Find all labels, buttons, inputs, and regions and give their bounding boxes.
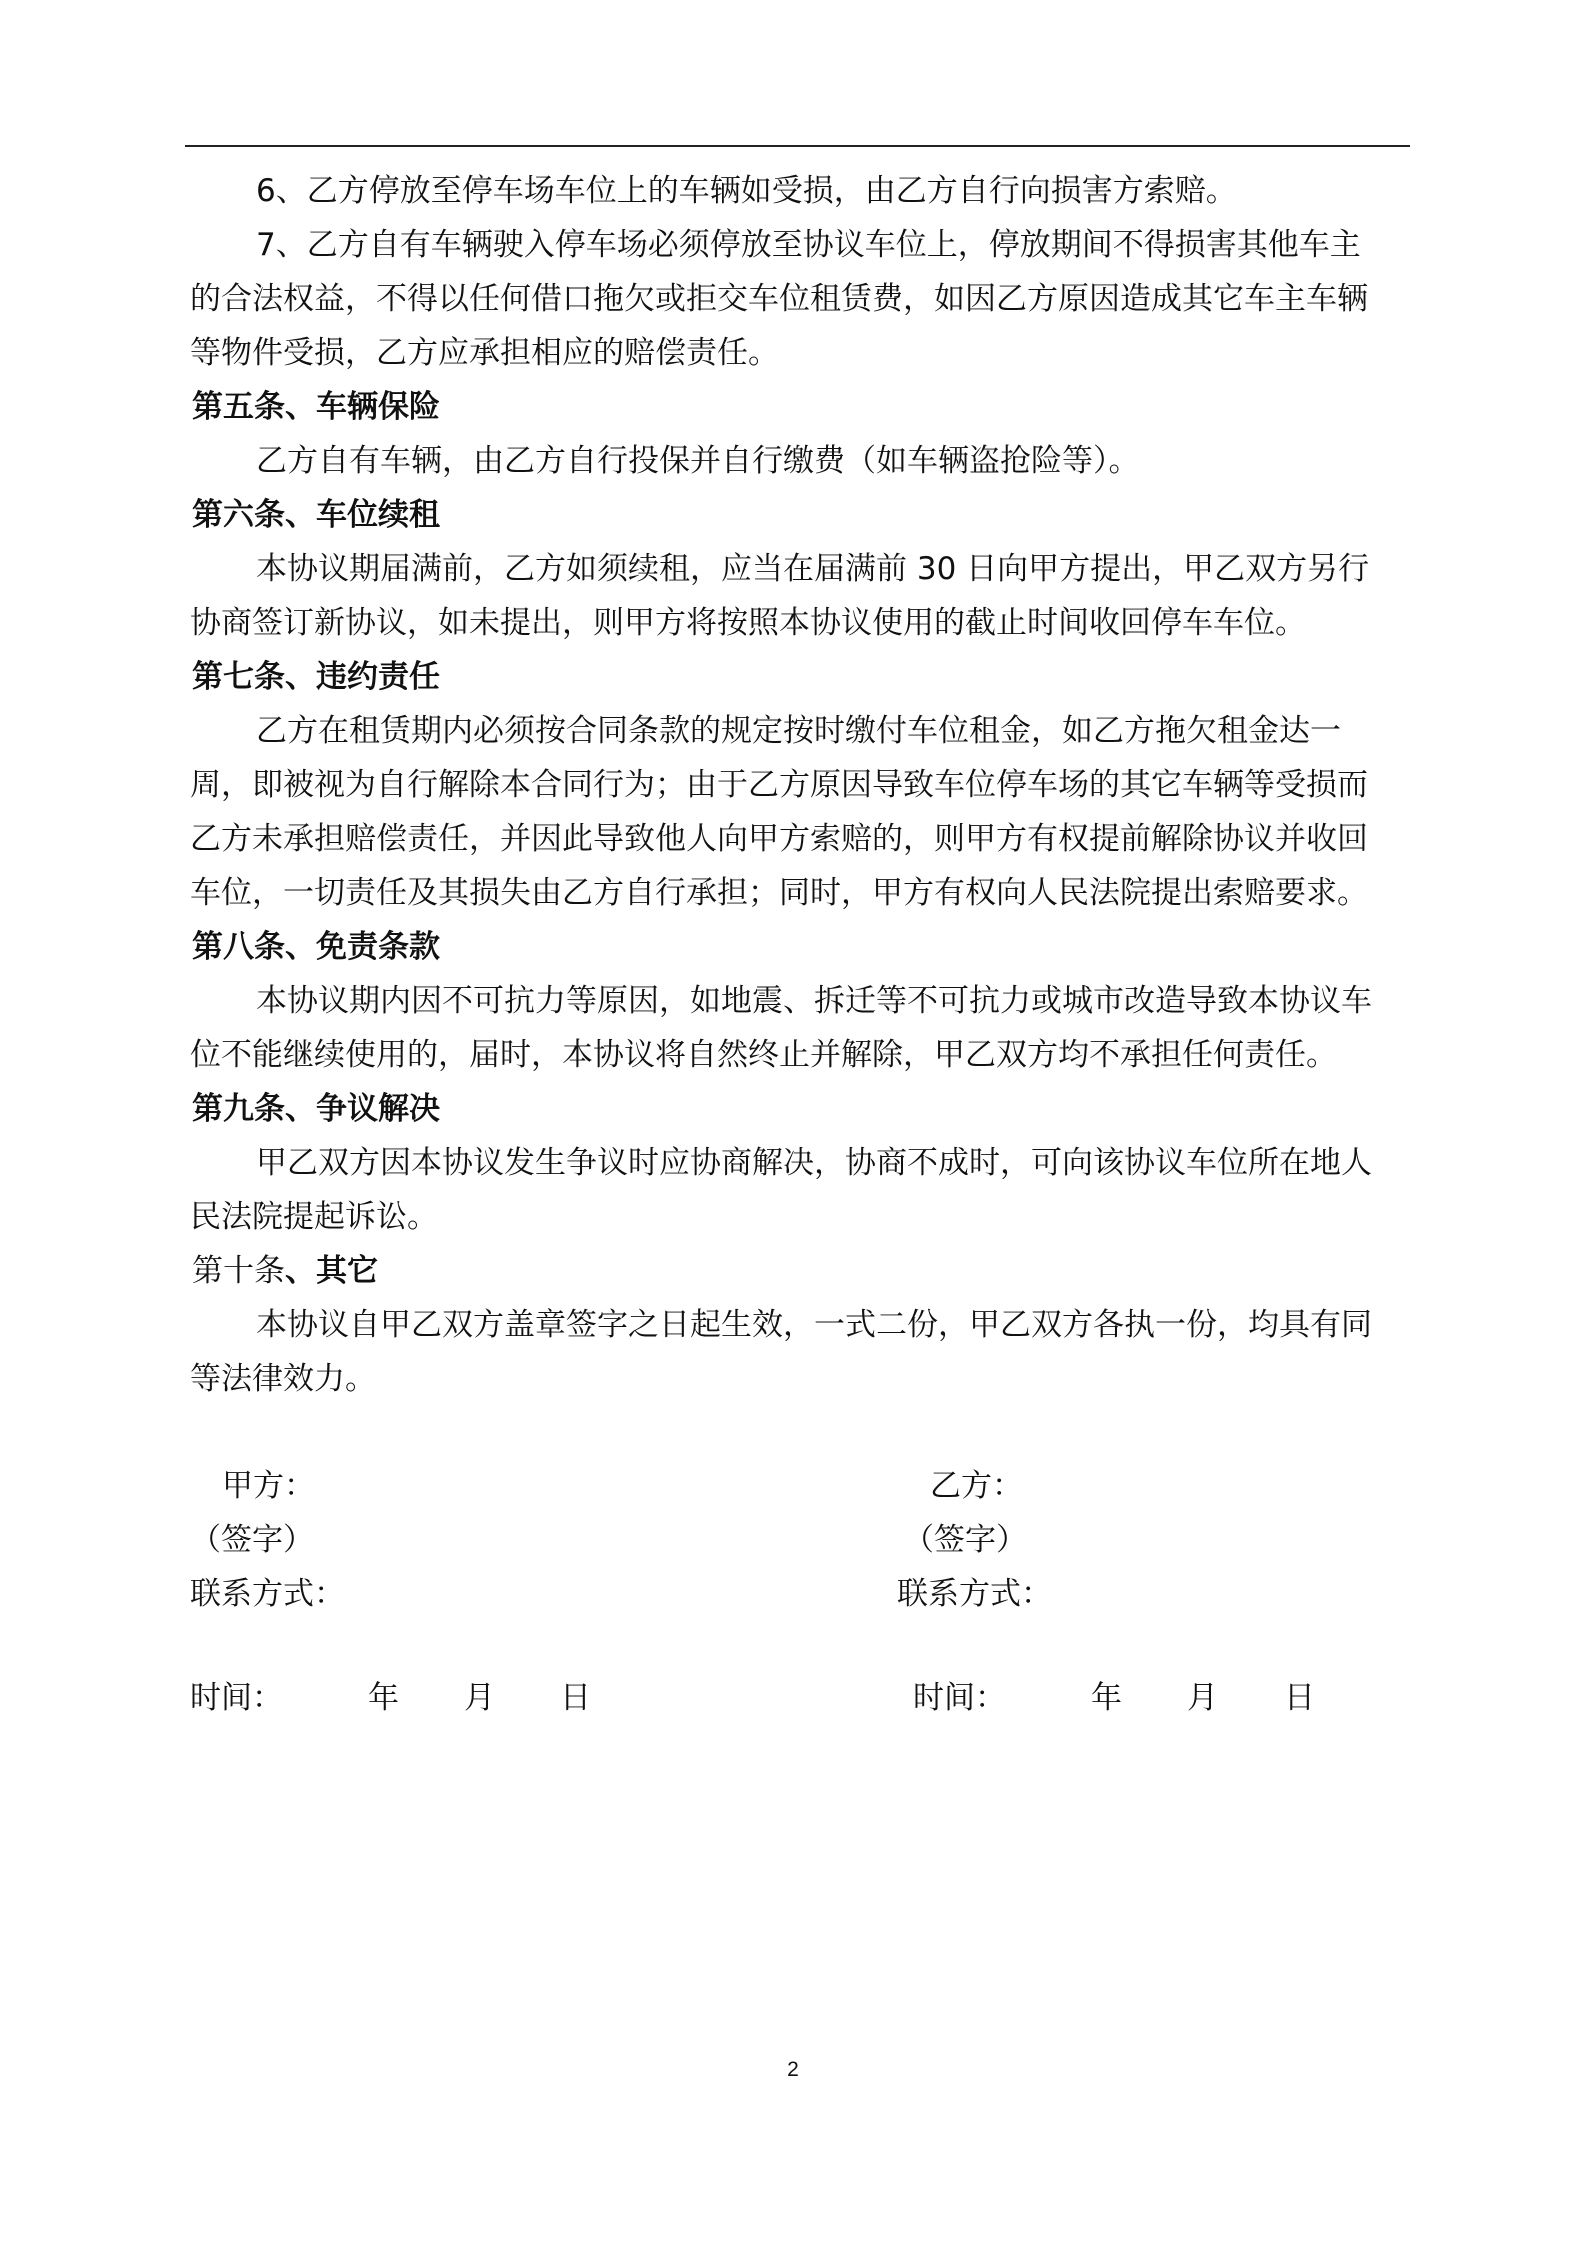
- section-5-text: 乙方自有车辆，由乙方自行投保并自行缴费（如车辆盗抢险等）。: [256, 443, 1140, 479]
- clause-4-item-7-line: 等物件受损，乙方应承担相应的赔偿责任。: [190, 335, 779, 371]
- section-heading-9: 第九条、争议解决: [192, 1091, 440, 1127]
- section-6-text-line: 协商签订新协议，如未提出，则甲方将按照本协议使用的截止时间收回停车车位。: [190, 605, 1306, 641]
- section-9-text-line: 民法院提起诉讼。: [190, 1199, 438, 1235]
- party-a-date-day: 日: [560, 1680, 591, 1716]
- page-number: 2: [787, 2058, 799, 2081]
- party-b-sign: （签字）: [903, 1522, 1027, 1558]
- section-heading-5: 第五条、车辆保险: [192, 389, 440, 425]
- section-7-text-line: 乙方未承担赔偿责任，并因此导致他人向甲方索赔的，则甲方有权提前解除协议并收回: [190, 821, 1368, 857]
- party-a-date-month: 月: [464, 1680, 495, 1716]
- party-a-label: 甲方：: [222, 1468, 315, 1504]
- party-a-sign: （签字）: [190, 1522, 314, 1558]
- section-heading-10-number: 第十条: [192, 1253, 285, 1289]
- clause-4-item-7-line: 的合法权益，不得以任何借口拖欠或拒交车位租赁费，如因乙方原因造成其它车主车辆: [190, 281, 1368, 317]
- party-a-contact: 联系方式：: [190, 1576, 345, 1612]
- party-b-contact: 联系方式：: [897, 1576, 1052, 1612]
- section-heading-6: 第六条、车位续租: [192, 497, 440, 533]
- clause-4-item-6: 6、乙方停放至停车场车位上的车辆如受损，由乙方自行向损害方索赔。: [256, 173, 1237, 209]
- party-b-date-month: 月: [1187, 1680, 1218, 1716]
- section-heading-8: 第八条、免责条款: [192, 929, 440, 965]
- document-body: [190, 164, 1410, 1406]
- section-7-text-line: 乙方在租赁期内必须按合同条款的规定按时缴付车位租金，如乙方拖欠租金达一: [256, 713, 1341, 749]
- section-heading-10-title: 、其它: [285, 1253, 378, 1289]
- section-heading-7: 第七条、违约责任: [192, 659, 440, 695]
- header-rule: [185, 145, 1410, 147]
- party-b-date-label: 时间：: [913, 1680, 1006, 1716]
- section-8-text-line: 位不能继续使用的，届时，本协议将自然终止并解除，甲乙双方均不承担任何责任。: [190, 1037, 1337, 1073]
- party-b-date-year: 年: [1091, 1680, 1122, 1716]
- section-10-text-line: 等法律效力。: [190, 1361, 376, 1397]
- party-a-date-label: 时间：: [190, 1680, 283, 1716]
- party-b-label: 乙方：: [930, 1468, 1023, 1504]
- section-heading-10: [190, 1244, 1410, 1298]
- section-9-text-line: 甲乙双方因本协议发生争议时应协商解决，协商不成时，可向该协议车位所在地人: [256, 1145, 1372, 1181]
- section-7-text-line: 车位，一切责任及其损失由乙方自行承担；同时，甲方有权向人民法院提出索赔要求。: [190, 875, 1368, 911]
- party-a-date-year: 年: [368, 1680, 399, 1716]
- section-10-text-line: 本协议自甲乙双方盖章签字之日起生效，一式二份，甲乙双方各执一份，均具有同: [256, 1307, 1372, 1343]
- clause-4-item-7-line: 7、乙方自有车辆驶入停车场必须停放至协议车位上，停放期间不得损害其他车主: [256, 227, 1361, 263]
- section-8-text-line: 本协议期内因不可抗力等原因，如地震、拆迁等不可抗力或城市改造导致本协议车: [256, 983, 1372, 1019]
- party-b-date-day: 日: [1284, 1680, 1315, 1716]
- section-6-text-line: 本协议期届满前，乙方如须续租，应当在届满前 30 日向甲方提出，甲乙双方另行: [256, 551, 1370, 587]
- section-7-text-line: 周，即被视为自行解除本合同行为；由于乙方原因导致车位停车场的其它车辆等受损而: [190, 767, 1368, 803]
